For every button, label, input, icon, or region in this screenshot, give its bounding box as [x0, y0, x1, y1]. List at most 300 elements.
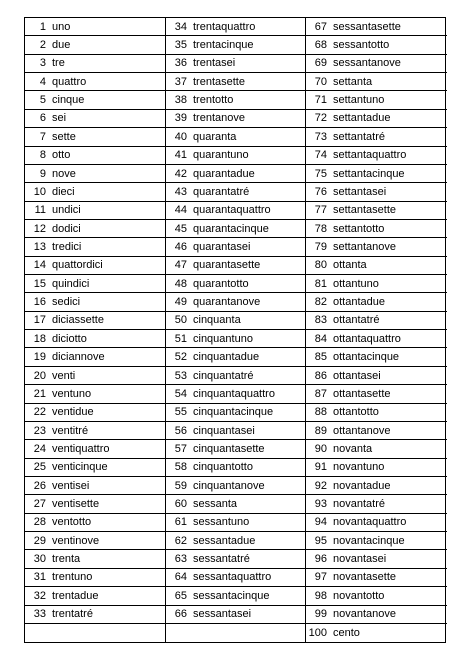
table-row: [306, 18, 447, 36]
row-number: 39: [174, 112, 187, 125]
row-number: 71: [314, 94, 327, 107]
table-row: [25, 220, 165, 238]
row-number: 23: [33, 424, 46, 437]
row-word: ventidue: [52, 406, 94, 419]
row-number: 75: [314, 167, 327, 180]
row-number: 76: [314, 185, 327, 198]
table-row: [166, 110, 305, 128]
table-row: [25, 257, 165, 275]
row-word: cinquanta: [193, 314, 241, 327]
table-column-2: [165, 18, 305, 642]
row-number: 99: [314, 608, 327, 621]
table-row: [306, 459, 447, 477]
row-word: sessanta: [193, 498, 238, 511]
row-word: settantacinque: [333, 167, 405, 180]
row-word: ventitré: [52, 424, 89, 437]
table-row: [306, 477, 447, 495]
row-number: 47: [174, 259, 187, 272]
table-row: [166, 18, 305, 36]
row-number: 80: [314, 259, 327, 272]
row-number: 33: [33, 608, 46, 621]
row-word: novantasei: [333, 553, 387, 566]
row-number: 1: [39, 20, 46, 33]
row-word: settantuno: [333, 94, 385, 107]
table-row: [25, 312, 165, 330]
table-row: [166, 385, 305, 403]
row-word: trentatré: [52, 608, 93, 621]
row-number: 73: [314, 130, 327, 143]
row-word: sessantotto: [333, 39, 390, 52]
row-number: 97: [314, 571, 327, 584]
table-row: [25, 385, 165, 403]
table-row: [25, 459, 165, 477]
row-word: ottantuno: [333, 277, 379, 290]
table-row: [25, 440, 165, 458]
row-number: 89: [314, 424, 327, 437]
table-row: [306, 55, 447, 73]
table-row: [306, 495, 447, 513]
row-number: 41: [174, 149, 187, 162]
table-row: [166, 165, 305, 183]
row-word: quarantaquattro: [193, 204, 271, 217]
row-number: 50: [174, 314, 187, 327]
row-number: 72: [314, 112, 327, 125]
row-number: 16: [33, 296, 46, 309]
row-number: 64: [174, 571, 187, 584]
row-word: ventisei: [52, 479, 90, 492]
row-number: 60: [174, 498, 187, 511]
row-number: 8: [39, 149, 46, 162]
row-word: cinquantasette: [193, 442, 265, 455]
table-row: [25, 202, 165, 220]
table-row: [166, 422, 305, 440]
row-word: nove: [52, 167, 76, 180]
table-row: [306, 550, 447, 568]
table-row: [166, 220, 305, 238]
table-row: [166, 128, 305, 146]
row-word: diciannove: [52, 351, 105, 364]
row-number: 9: [39, 167, 46, 180]
row-number: 57: [174, 442, 187, 455]
table-row: [25, 624, 165, 642]
row-word: ventiquattro: [52, 442, 110, 455]
row-number: 2: [39, 39, 46, 52]
row-word: otto: [52, 149, 71, 162]
table-row: [306, 624, 447, 642]
row-number: 19: [33, 351, 46, 364]
row-word: cinquantuno: [193, 332, 253, 345]
row-number: 91: [314, 461, 327, 474]
row-word: quattro: [52, 75, 87, 88]
row-number: 21: [33, 387, 46, 400]
table-row: [25, 514, 165, 532]
row-word: novantasette: [333, 571, 396, 584]
table-row: [166, 55, 305, 73]
row-number: 7: [39, 130, 46, 143]
row-number: 69: [314, 57, 327, 70]
row-word: trentadue: [52, 589, 99, 602]
row-word: undici: [52, 204, 81, 217]
table-row: [166, 257, 305, 275]
row-word: cinque: [52, 94, 85, 107]
table-row: [166, 147, 305, 165]
row-word: cinquantotto: [193, 461, 253, 474]
table-row: [25, 404, 165, 422]
row-number: 65: [174, 589, 187, 602]
row-word: ventotto: [52, 516, 92, 529]
table-row: [166, 550, 305, 568]
row-number: 4: [39, 75, 46, 88]
row-number: 62: [174, 534, 187, 547]
row-word: ventinove: [52, 534, 100, 547]
row-word: trentasei: [193, 57, 236, 70]
row-number: 94: [314, 516, 327, 529]
row-number: 46: [174, 240, 187, 253]
row-word: tre: [52, 57, 65, 70]
table-row: [306, 385, 447, 403]
table-row: [306, 587, 447, 605]
row-word: novantanove: [333, 608, 396, 621]
table-row: [25, 422, 165, 440]
row-word: dodici: [52, 222, 81, 235]
table-row: [25, 495, 165, 513]
row-number: 53: [174, 369, 187, 382]
row-word: cinquantanove: [193, 479, 265, 492]
row-number: 48: [174, 277, 187, 290]
row-word: sedici: [52, 296, 81, 309]
row-word: quarantacinque: [193, 222, 269, 235]
row-word: venticinque: [52, 461, 108, 474]
row-word: trentanove: [193, 112, 245, 125]
row-word: sessantuno: [193, 516, 250, 529]
row-word: trentacinque: [193, 39, 254, 52]
table-row: [166, 495, 305, 513]
row-number: 40: [174, 130, 187, 143]
row-number: 100: [308, 627, 327, 640]
table-row: [166, 91, 305, 109]
table-row: [166, 514, 305, 532]
row-word: cento: [333, 627, 360, 640]
row-number: 70: [314, 75, 327, 88]
table-row: [306, 367, 447, 385]
table-row: [166, 330, 305, 348]
row-word: trentaquattro: [193, 20, 256, 33]
table-row: [306, 110, 447, 128]
row-number: 20: [33, 369, 46, 382]
row-word: ottantadue: [333, 296, 385, 309]
row-word: quarantasette: [193, 259, 261, 272]
row-word: novanta: [333, 442, 373, 455]
row-word: ottanta: [333, 259, 367, 272]
table-row: [166, 440, 305, 458]
row-number: 30: [33, 553, 46, 566]
table-row: [25, 569, 165, 587]
table-row: [306, 202, 447, 220]
row-word: novantadue: [333, 479, 391, 492]
table-row: [25, 183, 165, 201]
table-row: [306, 348, 447, 366]
table-row: [306, 257, 447, 275]
table-row: [166, 312, 305, 330]
table-row: [25, 91, 165, 109]
row-word: quarantotto: [193, 277, 249, 290]
row-number: 58: [174, 461, 187, 474]
row-word: settantadue: [333, 112, 391, 125]
row-word: sessantaquattro: [193, 571, 272, 584]
row-word: ottantaquattro: [333, 332, 401, 345]
table-row: [166, 275, 305, 293]
row-number: 68: [314, 39, 327, 52]
row-word: sessantatré: [193, 553, 250, 566]
table-row: [166, 202, 305, 220]
row-word: cinquantatré: [193, 369, 254, 382]
table-row: [306, 404, 447, 422]
row-number: 67: [314, 20, 327, 33]
row-number: 25: [33, 461, 46, 474]
row-word: sessantadue: [193, 534, 256, 547]
table-row: [166, 404, 305, 422]
row-word: quindici: [52, 277, 90, 290]
table-row: [25, 55, 165, 73]
table-row: [306, 220, 447, 238]
table-row: [166, 36, 305, 54]
row-word: due: [52, 39, 71, 52]
row-number: 27: [33, 498, 46, 511]
table-row: [25, 73, 165, 91]
row-number: 61: [174, 516, 187, 529]
row-number: 44: [174, 204, 187, 217]
row-number: 90: [314, 442, 327, 455]
row-word: sette: [52, 130, 76, 143]
table-row: [25, 275, 165, 293]
row-word: settanta: [333, 75, 373, 88]
row-number: 55: [174, 406, 187, 419]
row-number: 96: [314, 553, 327, 566]
row-word: diciassette: [52, 314, 104, 327]
table-row: [306, 422, 447, 440]
row-number: 11: [34, 204, 46, 217]
row-number: 52: [174, 351, 187, 364]
row-word: ottantanove: [333, 424, 391, 437]
row-word: uno: [52, 20, 71, 33]
row-word: ottantacinque: [333, 351, 400, 364]
row-number: 42: [174, 167, 187, 180]
row-number: 34: [174, 20, 187, 33]
row-number: 51: [174, 332, 187, 345]
row-word: quarantadue: [193, 167, 255, 180]
row-word: cinquantaquattro: [193, 387, 275, 400]
table-row: [166, 348, 305, 366]
table-row: [306, 275, 447, 293]
row-word: sei: [52, 112, 67, 125]
row-word: settantaquattro: [333, 149, 407, 162]
row-number: 32: [33, 589, 46, 602]
row-number: 49: [174, 296, 187, 309]
table-row: [166, 624, 305, 642]
row-word: sessantanove: [333, 57, 401, 70]
row-word: settantanove: [333, 240, 396, 253]
row-number: 59: [174, 479, 187, 492]
row-word: ottantasei: [333, 369, 381, 382]
row-number: 95: [314, 534, 327, 547]
table-row: [306, 183, 447, 201]
table-row: [25, 367, 165, 385]
table-column-1: [25, 18, 165, 642]
row-number: 6: [39, 112, 46, 125]
row-number: 85: [314, 351, 327, 364]
row-number: 5: [39, 94, 46, 107]
row-word: quarantanove: [193, 296, 261, 309]
row-word: ottantasette: [333, 387, 391, 400]
table-row: [25, 147, 165, 165]
table-row: [25, 477, 165, 495]
table-row: [166, 532, 305, 550]
table-row: [25, 550, 165, 568]
table-row: [306, 91, 447, 109]
row-number: 36: [174, 57, 187, 70]
table-row: [306, 569, 447, 587]
table-row: [25, 165, 165, 183]
table-row: [306, 147, 447, 165]
row-number: 92: [314, 479, 327, 492]
row-number: 22: [33, 406, 46, 419]
row-word: settantasei: [333, 185, 387, 198]
row-word: ventisette: [52, 498, 100, 511]
row-number: 18: [33, 332, 46, 345]
table-row: [166, 569, 305, 587]
row-word: cinquantacinque: [193, 406, 274, 419]
number-words-table: [24, 17, 446, 643]
table-row: [166, 606, 305, 624]
row-word: settantotto: [333, 222, 385, 235]
table-row: [306, 128, 447, 146]
table-row: [166, 238, 305, 256]
row-word: tredici: [52, 240, 82, 253]
row-word: cinquantadue: [193, 351, 260, 364]
row-number: 74: [314, 149, 327, 162]
row-number: 81: [314, 277, 327, 290]
table-row: [25, 532, 165, 550]
row-word: quarantatré: [193, 185, 250, 198]
table-row: [166, 293, 305, 311]
row-number: 87: [314, 387, 327, 400]
table-row: [166, 477, 305, 495]
row-word: quarantuno: [193, 149, 249, 162]
row-number: 98: [314, 589, 327, 602]
row-number: 84: [314, 332, 327, 345]
row-word: trentasette: [193, 75, 245, 88]
row-word: ventuno: [52, 387, 92, 400]
row-number: 79: [314, 240, 327, 253]
table-row: [306, 330, 447, 348]
row-number: 12: [33, 222, 46, 235]
row-number: 24: [33, 442, 46, 455]
table-row: [25, 606, 165, 624]
row-number: 88: [314, 406, 327, 419]
row-word: novantuno: [333, 461, 385, 474]
table-row: [25, 293, 165, 311]
table-column-3: [305, 18, 447, 642]
table-row: [306, 293, 447, 311]
row-number: 15: [33, 277, 46, 290]
row-word: trentotto: [193, 94, 234, 107]
table-row: [25, 587, 165, 605]
table-row: [166, 183, 305, 201]
row-number: 82: [314, 296, 327, 309]
row-number: 56: [174, 424, 187, 437]
table-row: [306, 532, 447, 550]
row-number: 26: [33, 479, 46, 492]
row-word: trentuno: [52, 571, 93, 584]
row-word: sessantasette: [333, 20, 401, 33]
row-word: novantotto: [333, 589, 385, 602]
row-word: quaranta: [193, 130, 237, 143]
row-word: novantacinque: [333, 534, 405, 547]
table-row: [25, 330, 165, 348]
row-number: 45: [174, 222, 187, 235]
row-word: trenta: [52, 553, 81, 566]
row-number: 63: [174, 553, 187, 566]
row-number: 14: [33, 259, 46, 272]
row-number: 28: [33, 516, 46, 529]
table-row: [306, 514, 447, 532]
row-number: 77: [314, 204, 327, 217]
row-word: quattordici: [52, 259, 103, 272]
table-row: [166, 459, 305, 477]
row-word: diciotto: [52, 332, 87, 345]
row-number: 86: [314, 369, 327, 382]
row-number: 10: [33, 185, 46, 198]
table-row: [166, 587, 305, 605]
row-number: 31: [33, 571, 46, 584]
table-row: [166, 73, 305, 91]
row-word: novantatré: [333, 498, 385, 511]
row-number: 43: [174, 185, 187, 198]
table-row: [306, 36, 447, 54]
row-number: 38: [174, 94, 187, 107]
table-row: [306, 312, 447, 330]
row-number: 35: [174, 39, 187, 52]
row-number: 3: [39, 57, 46, 70]
row-number: 78: [314, 222, 327, 235]
table-row: [306, 606, 447, 624]
table-row: [25, 36, 165, 54]
table-row: [306, 238, 447, 256]
row-word: dieci: [52, 185, 75, 198]
row-number: 66: [174, 608, 187, 621]
row-number: 17: [33, 314, 46, 327]
table-row: [166, 367, 305, 385]
row-number: 93: [314, 498, 327, 511]
table-row: [25, 348, 165, 366]
row-word: settantatré: [333, 130, 385, 143]
row-word: sessantasei: [193, 608, 252, 621]
row-number: 54: [174, 387, 187, 400]
table-row: [25, 238, 165, 256]
row-word: ottantotto: [333, 406, 379, 419]
row-number: 13: [33, 240, 46, 253]
row-word: cinquantasei: [193, 424, 255, 437]
table-row: [306, 165, 447, 183]
table-row: [306, 440, 447, 458]
table-row: [25, 110, 165, 128]
table-row: [25, 18, 165, 36]
row-number: 37: [174, 75, 187, 88]
row-word: venti: [52, 369, 76, 382]
row-word: quarantasei: [193, 240, 251, 253]
row-word: ottantatré: [333, 314, 380, 327]
row-word: sessantacinque: [193, 589, 270, 602]
